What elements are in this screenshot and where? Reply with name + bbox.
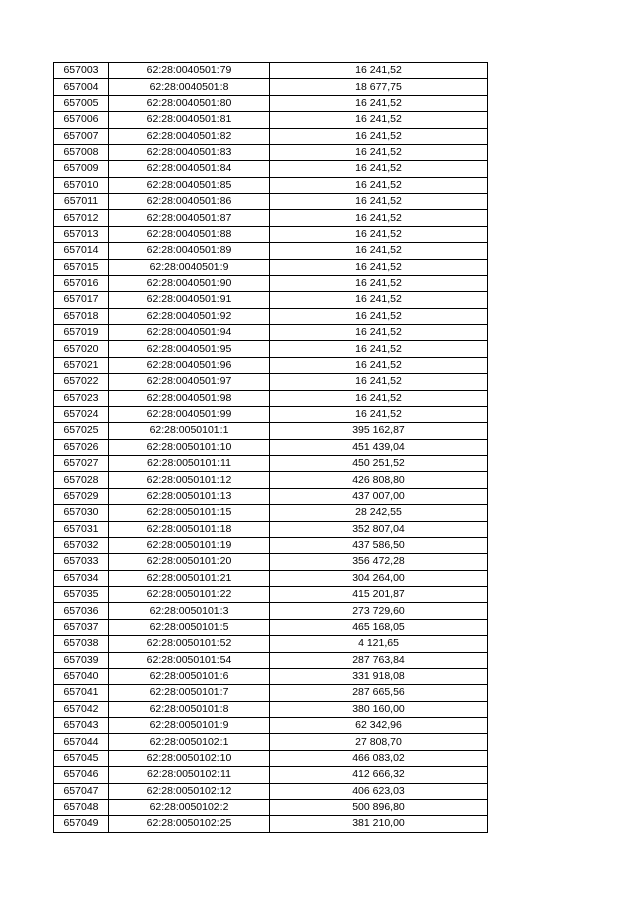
cadastral-number-cell: 62:28:0050101:7	[109, 685, 270, 701]
value-cell: 395 162,87	[270, 423, 488, 439]
value-cell: 16 241,52	[270, 259, 488, 275]
table-row	[54, 325, 488, 341]
value-cell: 16 241,52	[270, 390, 488, 406]
cadastral-number-cell: 62:28:0040501:91	[109, 292, 270, 308]
cadastral-number-cell: 62:28:0050101:21	[109, 570, 270, 586]
row-number-cell: 657007	[54, 128, 109, 144]
table-row	[54, 226, 488, 242]
data-table-container	[53, 62, 487, 833]
table-row	[54, 243, 488, 259]
value-cell: 356 472,28	[270, 554, 488, 570]
value-cell: 16 241,52	[270, 374, 488, 390]
row-number-cell: 657046	[54, 767, 109, 783]
value-cell: 16 241,52	[270, 210, 488, 226]
row-number-cell: 657040	[54, 668, 109, 684]
cadastral-number-cell: 62:28:0040501:92	[109, 308, 270, 324]
cadastral-number-cell: 62:28:0050101:22	[109, 587, 270, 603]
value-cell: 16 241,52	[270, 95, 488, 111]
table-row	[54, 799, 488, 815]
cadastral-number-cell: 62:28:0050101:15	[109, 505, 270, 521]
table-row	[54, 505, 488, 521]
table-row	[54, 619, 488, 635]
value-cell: 16 241,52	[270, 325, 488, 341]
value-cell: 4 121,65	[270, 636, 488, 652]
value-cell: 16 241,52	[270, 243, 488, 259]
value-cell: 415 201,87	[270, 587, 488, 603]
row-number-cell: 657023	[54, 390, 109, 406]
table-row	[54, 357, 488, 373]
table-row	[54, 603, 488, 619]
value-cell: 437 586,50	[270, 537, 488, 553]
value-cell: 412 666,32	[270, 767, 488, 783]
table-row	[54, 570, 488, 586]
cadastral-number-cell: 62:28:0040501:85	[109, 177, 270, 193]
row-number-cell: 657042	[54, 701, 109, 717]
row-number-cell: 657014	[54, 243, 109, 259]
table-row	[54, 734, 488, 750]
table-row	[54, 652, 488, 668]
cadastral-number-cell: 62:28:0050101:20	[109, 554, 270, 570]
cadastral-number-cell: 62:28:0050101:9	[109, 718, 270, 734]
row-number-cell: 657027	[54, 456, 109, 472]
row-number-cell: 657018	[54, 308, 109, 324]
row-number-cell: 657033	[54, 554, 109, 570]
value-cell: 16 241,52	[270, 357, 488, 373]
table-row	[54, 308, 488, 324]
row-number-cell: 657029	[54, 488, 109, 504]
cadastral-number-cell: 62:28:0040501:97	[109, 374, 270, 390]
table-row	[54, 636, 488, 652]
table-row	[54, 456, 488, 472]
row-number-cell: 657049	[54, 816, 109, 832]
cadastral-number-cell: 62:28:0050102:12	[109, 783, 270, 799]
table-row	[54, 668, 488, 684]
row-number-cell: 657041	[54, 685, 109, 701]
value-cell: 426 808,80	[270, 472, 488, 488]
value-cell: 16 241,52	[270, 144, 488, 160]
value-cell: 380 160,00	[270, 701, 488, 717]
value-cell: 331 918,08	[270, 668, 488, 684]
table-row	[54, 439, 488, 455]
table-row	[54, 112, 488, 128]
table-row	[54, 161, 488, 177]
cadastral-number-cell: 62:28:0040501:8	[109, 79, 270, 95]
value-cell: 16 241,52	[270, 226, 488, 242]
row-number-cell: 657034	[54, 570, 109, 586]
cadastral-number-cell: 62:28:0050101:12	[109, 472, 270, 488]
row-number-cell: 657031	[54, 521, 109, 537]
table-row	[54, 79, 488, 95]
table-row	[54, 685, 488, 701]
table-row	[54, 472, 488, 488]
value-cell: 304 264,00	[270, 570, 488, 586]
table-row	[54, 521, 488, 537]
value-cell: 16 241,52	[270, 308, 488, 324]
row-number-cell: 657026	[54, 439, 109, 455]
table-row	[54, 177, 488, 193]
cadastral-number-cell: 62:28:0050101:18	[109, 521, 270, 537]
row-number-cell: 657011	[54, 194, 109, 210]
value-cell: 273 729,60	[270, 603, 488, 619]
cadastral-number-cell: 62:28:0040501:86	[109, 194, 270, 210]
value-cell: 451 439,04	[270, 439, 488, 455]
value-cell: 16 241,52	[270, 63, 488, 79]
table-row	[54, 95, 488, 111]
cadastral-number-cell: 62:28:0040501:89	[109, 243, 270, 259]
row-number-cell: 657004	[54, 79, 109, 95]
value-cell: 16 241,52	[270, 177, 488, 193]
row-number-cell: 657043	[54, 718, 109, 734]
row-number-cell: 657048	[54, 799, 109, 815]
cadastral-number-cell: 62:28:0040501:81	[109, 112, 270, 128]
table-row	[54, 701, 488, 717]
row-number-cell: 657037	[54, 619, 109, 635]
row-number-cell: 657020	[54, 341, 109, 357]
value-cell: 16 241,52	[270, 406, 488, 422]
row-number-cell: 657016	[54, 275, 109, 291]
cadastral-number-cell: 62:28:0050102:11	[109, 767, 270, 783]
cadastral-number-cell: 62:28:0050101:19	[109, 537, 270, 553]
row-number-cell: 657012	[54, 210, 109, 226]
table-row	[54, 423, 488, 439]
cadastral-number-cell: 62:28:0040501:83	[109, 144, 270, 160]
cadastral-number-cell: 62:28:0040501:90	[109, 275, 270, 291]
row-number-cell: 657022	[54, 374, 109, 390]
cadastral-number-cell: 62:28:0050101:5	[109, 619, 270, 635]
table-row	[54, 783, 488, 799]
value-cell: 352 807,04	[270, 521, 488, 537]
value-cell: 16 241,52	[270, 292, 488, 308]
value-cell: 62 342,96	[270, 718, 488, 734]
row-number-cell: 657003	[54, 63, 109, 79]
value-cell: 27 808,70	[270, 734, 488, 750]
cadastral-number-cell: 62:28:0050102:2	[109, 799, 270, 815]
value-cell: 18 677,75	[270, 79, 488, 95]
table-row	[54, 750, 488, 766]
cadastral-number-cell: 62:28:0040501:9	[109, 259, 270, 275]
value-cell: 450 251,52	[270, 456, 488, 472]
row-number-cell: 657021	[54, 357, 109, 373]
value-cell: 466 083,02	[270, 750, 488, 766]
value-cell: 16 241,52	[270, 128, 488, 144]
cadastral-number-cell: 62:28:0040501:82	[109, 128, 270, 144]
table-row	[54, 128, 488, 144]
table-row	[54, 554, 488, 570]
row-number-cell: 657032	[54, 537, 109, 553]
row-number-cell: 657013	[54, 226, 109, 242]
table-row	[54, 718, 488, 734]
row-number-cell: 657030	[54, 505, 109, 521]
table-row	[54, 537, 488, 553]
cadastral-number-cell: 62:28:0050101:11	[109, 456, 270, 472]
cadastral-number-cell: 62:28:0040501:80	[109, 95, 270, 111]
table-row	[54, 767, 488, 783]
value-cell: 381 210,00	[270, 816, 488, 832]
table-row	[54, 210, 488, 226]
cadastral-number-cell: 62:28:0040501:87	[109, 210, 270, 226]
cadastral-number-cell: 62:28:0050102:1	[109, 734, 270, 750]
cadastral-number-cell: 62:28:0040501:96	[109, 357, 270, 373]
value-cell: 437 007,00	[270, 488, 488, 504]
row-number-cell: 657015	[54, 259, 109, 275]
cadastral-number-cell: 62:28:0050101:3	[109, 603, 270, 619]
table-row	[54, 816, 488, 832]
table-row	[54, 488, 488, 504]
row-number-cell: 657044	[54, 734, 109, 750]
cadastral-number-cell: 62:28:0040501:79	[109, 63, 270, 79]
data-table	[53, 62, 488, 833]
cadastral-number-cell: 62:28:0040501:98	[109, 390, 270, 406]
cadastral-number-cell: 62:28:0040501:99	[109, 406, 270, 422]
cadastral-number-cell: 62:28:0050101:52	[109, 636, 270, 652]
cadastral-number-cell: 62:28:0050102:10	[109, 750, 270, 766]
cadastral-number-cell: 62:28:0050102:25	[109, 816, 270, 832]
row-number-cell: 657047	[54, 783, 109, 799]
cadastral-number-cell: 62:28:0040501:94	[109, 325, 270, 341]
row-number-cell: 657024	[54, 406, 109, 422]
row-number-cell: 657028	[54, 472, 109, 488]
value-cell: 16 241,52	[270, 341, 488, 357]
value-cell: 406 623,03	[270, 783, 488, 799]
table-row	[54, 406, 488, 422]
table-row	[54, 341, 488, 357]
row-number-cell: 657036	[54, 603, 109, 619]
row-number-cell: 657006	[54, 112, 109, 128]
row-number-cell: 657017	[54, 292, 109, 308]
table-row	[54, 275, 488, 291]
row-number-cell: 657035	[54, 587, 109, 603]
row-number-cell: 657045	[54, 750, 109, 766]
value-cell: 16 241,52	[270, 275, 488, 291]
table-body	[54, 63, 488, 833]
table-row	[54, 587, 488, 603]
table-row	[54, 390, 488, 406]
cadastral-number-cell: 62:28:0040501:88	[109, 226, 270, 242]
cadastral-number-cell: 62:28:0040501:84	[109, 161, 270, 177]
row-number-cell: 657008	[54, 144, 109, 160]
cadastral-number-cell: 62:28:0050101:8	[109, 701, 270, 717]
value-cell: 500 896,80	[270, 799, 488, 815]
table-row	[54, 194, 488, 210]
cadastral-number-cell: 62:28:0050101:13	[109, 488, 270, 504]
value-cell: 287 763,84	[270, 652, 488, 668]
row-number-cell: 657039	[54, 652, 109, 668]
table-row	[54, 144, 488, 160]
table-row	[54, 259, 488, 275]
value-cell: 16 241,52	[270, 161, 488, 177]
row-number-cell: 657010	[54, 177, 109, 193]
cadastral-number-cell: 62:28:0050101:1	[109, 423, 270, 439]
row-number-cell: 657005	[54, 95, 109, 111]
value-cell: 16 241,52	[270, 112, 488, 128]
table-row	[54, 63, 488, 79]
value-cell: 465 168,05	[270, 619, 488, 635]
cadastral-number-cell: 62:28:0050101:54	[109, 652, 270, 668]
value-cell: 287 665,56	[270, 685, 488, 701]
value-cell: 28 242,55	[270, 505, 488, 521]
cadastral-number-cell: 62:28:0050101:6	[109, 668, 270, 684]
value-cell: 16 241,52	[270, 194, 488, 210]
cadastral-number-cell: 62:28:0050101:10	[109, 439, 270, 455]
table-row	[54, 292, 488, 308]
row-number-cell: 657038	[54, 636, 109, 652]
row-number-cell: 657025	[54, 423, 109, 439]
table-row	[54, 374, 488, 390]
row-number-cell: 657009	[54, 161, 109, 177]
row-number-cell: 657019	[54, 325, 109, 341]
cadastral-number-cell: 62:28:0040501:95	[109, 341, 270, 357]
